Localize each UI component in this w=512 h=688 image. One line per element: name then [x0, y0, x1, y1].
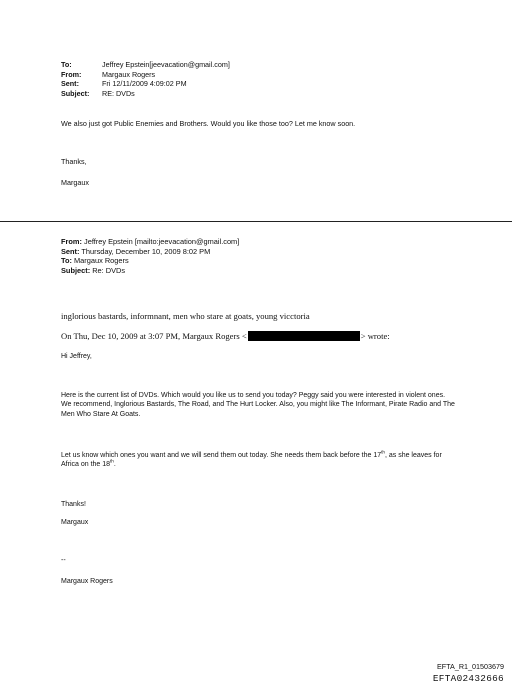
quoted-paragraph-2	[61, 451, 456, 470]
attribution-text: On Thu, Dec 10, 2009 at 3:07 PM, Margaux Rogers <	[61, 331, 247, 341]
sent-value: Thursday, December 10, 2009 8:02 PM	[81, 246, 211, 256]
quoted-thanks: Thanks!	[61, 501, 86, 508]
sent-label: Sent:	[61, 246, 80, 256]
from-label: From:	[61, 69, 82, 79]
quoted-paragraph-1: Here is the current list of DVDs. Which would you like us to send you today? Peggy said you were interested in violent ones. We recommend, Inglorious Bastards, The Road, and The Hurt Locker. Also, you might like The Informant, Pirate Radio and The Men Who Stare At Goats.	[61, 392, 455, 418]
footer-reference: EFTA_R1_01503679	[437, 662, 504, 671]
para2-text-a: Let us know which ones you want and we will send them out today. She needs them back before the 17	[61, 452, 382, 459]
sent-label: Sent:	[61, 79, 79, 89]
email2-body: inglorious bastards, informnant, men who stare at goats, young vicctoria	[61, 311, 310, 321]
to-value: Margaux Rogers	[74, 256, 129, 266]
to-value: Jeffrey Epstein[jeevacation@gmail.com]	[102, 60, 230, 69]
email2-header	[61, 237, 239, 275]
quoted-greeting: Hi Jeffrey,	[61, 353, 92, 360]
separator-line	[0, 221, 512, 222]
redaction-box	[248, 331, 360, 341]
email1-closing: Thanks,	[61, 157, 87, 166]
email1-body: We also just got Public Enemies and Brothers. Would you like those too? Let me know soon.	[61, 119, 356, 128]
ordinal-suffix: th	[381, 449, 385, 455]
subject-value: RE: DVDs	[102, 88, 135, 98]
to-label: To:	[61, 60, 72, 69]
to-label: To:	[61, 256, 72, 266]
subject-label: Subject:	[61, 88, 90, 98]
signature-dashes: --	[61, 557, 66, 564]
subject-label: Subject:	[61, 265, 91, 275]
from-value: Margaux Rogers	[102, 69, 156, 79]
ordinal-suffix: th	[110, 459, 114, 465]
signature-name: Margaux Rogers	[61, 578, 113, 585]
attribution-wrote: > wrote:	[360, 331, 390, 341]
para2-text-b: , as she leaves for Africa on the 18	[61, 452, 442, 469]
quoted-attribution	[61, 331, 390, 341]
footer-document-id: EFTA02432666	[432, 673, 504, 684]
subject-value: Re: DVDs	[92, 265, 126, 275]
para2-text-c: .	[113, 461, 116, 469]
email1-signature: Margaux	[61, 178, 89, 187]
from-value: Jeffrey Epstein [mailto:jeevacation@gmail.com]	[84, 237, 240, 246]
from-label: From:	[61, 237, 82, 246]
quoted-signature: Margaux	[61, 519, 89, 526]
email1-header	[61, 60, 230, 98]
sent-value: Fri 12/11/2009 4:09:02 PM	[102, 79, 187, 89]
